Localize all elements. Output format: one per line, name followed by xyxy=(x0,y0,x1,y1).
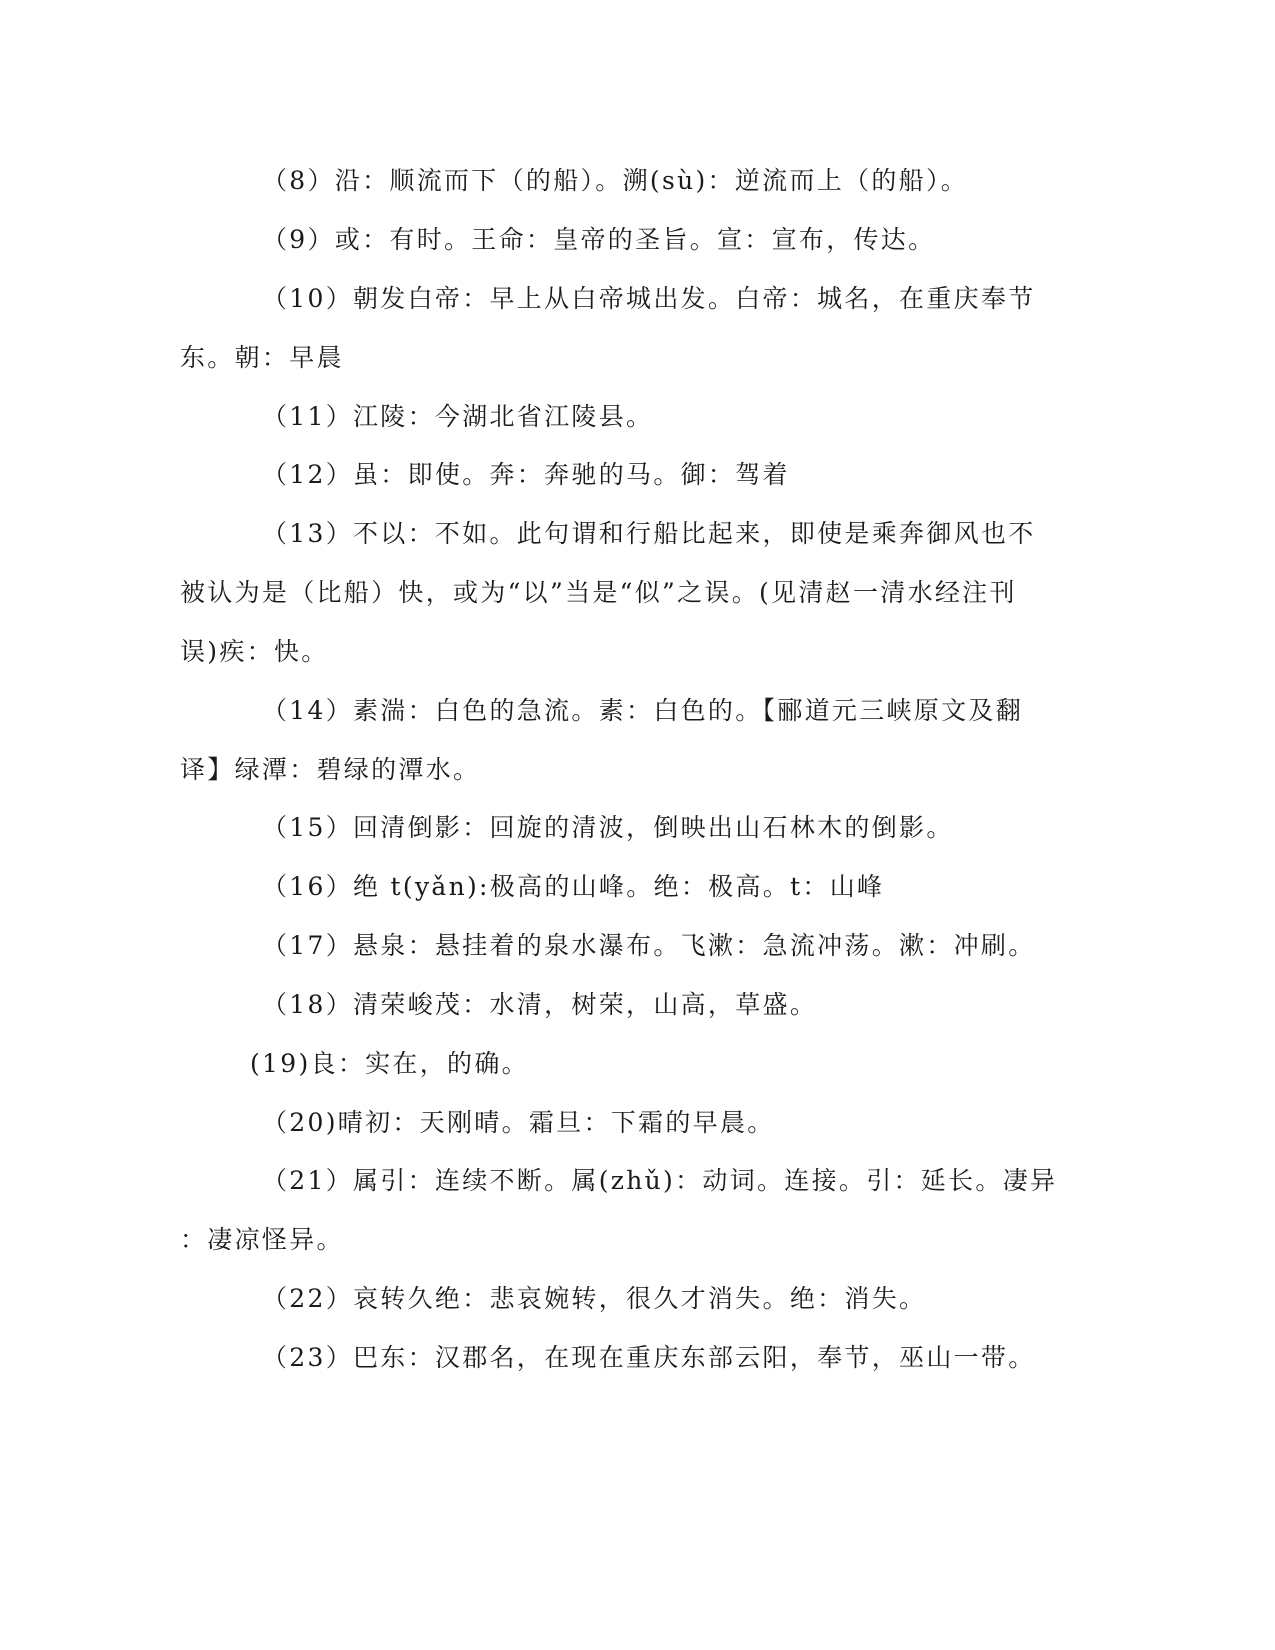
annotation-15: （15）回清倒影：回旋的清波，倒映出山石林木的倒影。 xyxy=(262,813,954,842)
annotation-11: （11）江陵：今湖北省江陵县。 xyxy=(262,402,654,431)
annotation-12: （12）虽：即使。奔：奔驰的马。御：驾着 xyxy=(262,460,790,489)
annotation-20: （20)晴初：天刚晴。霜旦：下霜的早晨。 xyxy=(262,1108,775,1137)
annotation-21-continued: ：凄凉怪异。 xyxy=(180,1225,344,1254)
annotation-13: （13）不以：不如。此句谓和行船比起来，即使是乘奔御风也不 xyxy=(262,519,1036,548)
annotation-19: (19)良：实在，的确。 xyxy=(250,1049,529,1078)
annotation-8: （8）沿：顺流而下（的船）。溯(sù)：逆流而上（的船）。 xyxy=(262,166,969,195)
annotation-21: （21）属引：连续不断。属(zhǔ)：动词。连接。引：延长。凄异 xyxy=(262,1166,1058,1195)
annotation-13-continued: 被认为是（比船）快，或为“以”当是“似”之误。(见清赵一清水经注刊 xyxy=(180,578,1017,607)
annotation-10-continued: 东。朝：早晨 xyxy=(180,343,344,372)
annotation-13-continued-2: 误)疾：快。 xyxy=(180,637,329,666)
annotation-22: （22）哀转久绝：悲哀婉转，很久才消失。绝：消失。 xyxy=(262,1284,927,1313)
annotation-9: （9）或：有时。王命：皇帝的圣旨。宣：宣布，传达。 xyxy=(262,225,936,254)
annotation-14-continued: 译】绿潭：碧绿的潭水。 xyxy=(180,755,481,784)
annotation-17: （17）悬泉：悬挂着的泉水瀑布。飞漱：急流冲荡。漱：冲刷。 xyxy=(262,931,1036,960)
annotation-14: （14）素湍：白色的急流。素：白色的。【郦道元三峡原文及翻 xyxy=(262,696,1024,725)
annotation-18: （18）清荣峻茂：水清，树荣，山高，草盛。 xyxy=(262,990,818,1019)
annotation-10: （10）朝发白帝：早上从白帝城出发。白帝：城名，在重庆奉节 xyxy=(262,284,1036,313)
annotation-23: （23）巴东：汉郡名，在现在重庆东部云阳，奉节，巫山一带。 xyxy=(262,1343,1036,1372)
annotation-16: （16）绝 t(yǎn):极高的山峰。绝：极高。t：山峰 xyxy=(262,872,885,901)
